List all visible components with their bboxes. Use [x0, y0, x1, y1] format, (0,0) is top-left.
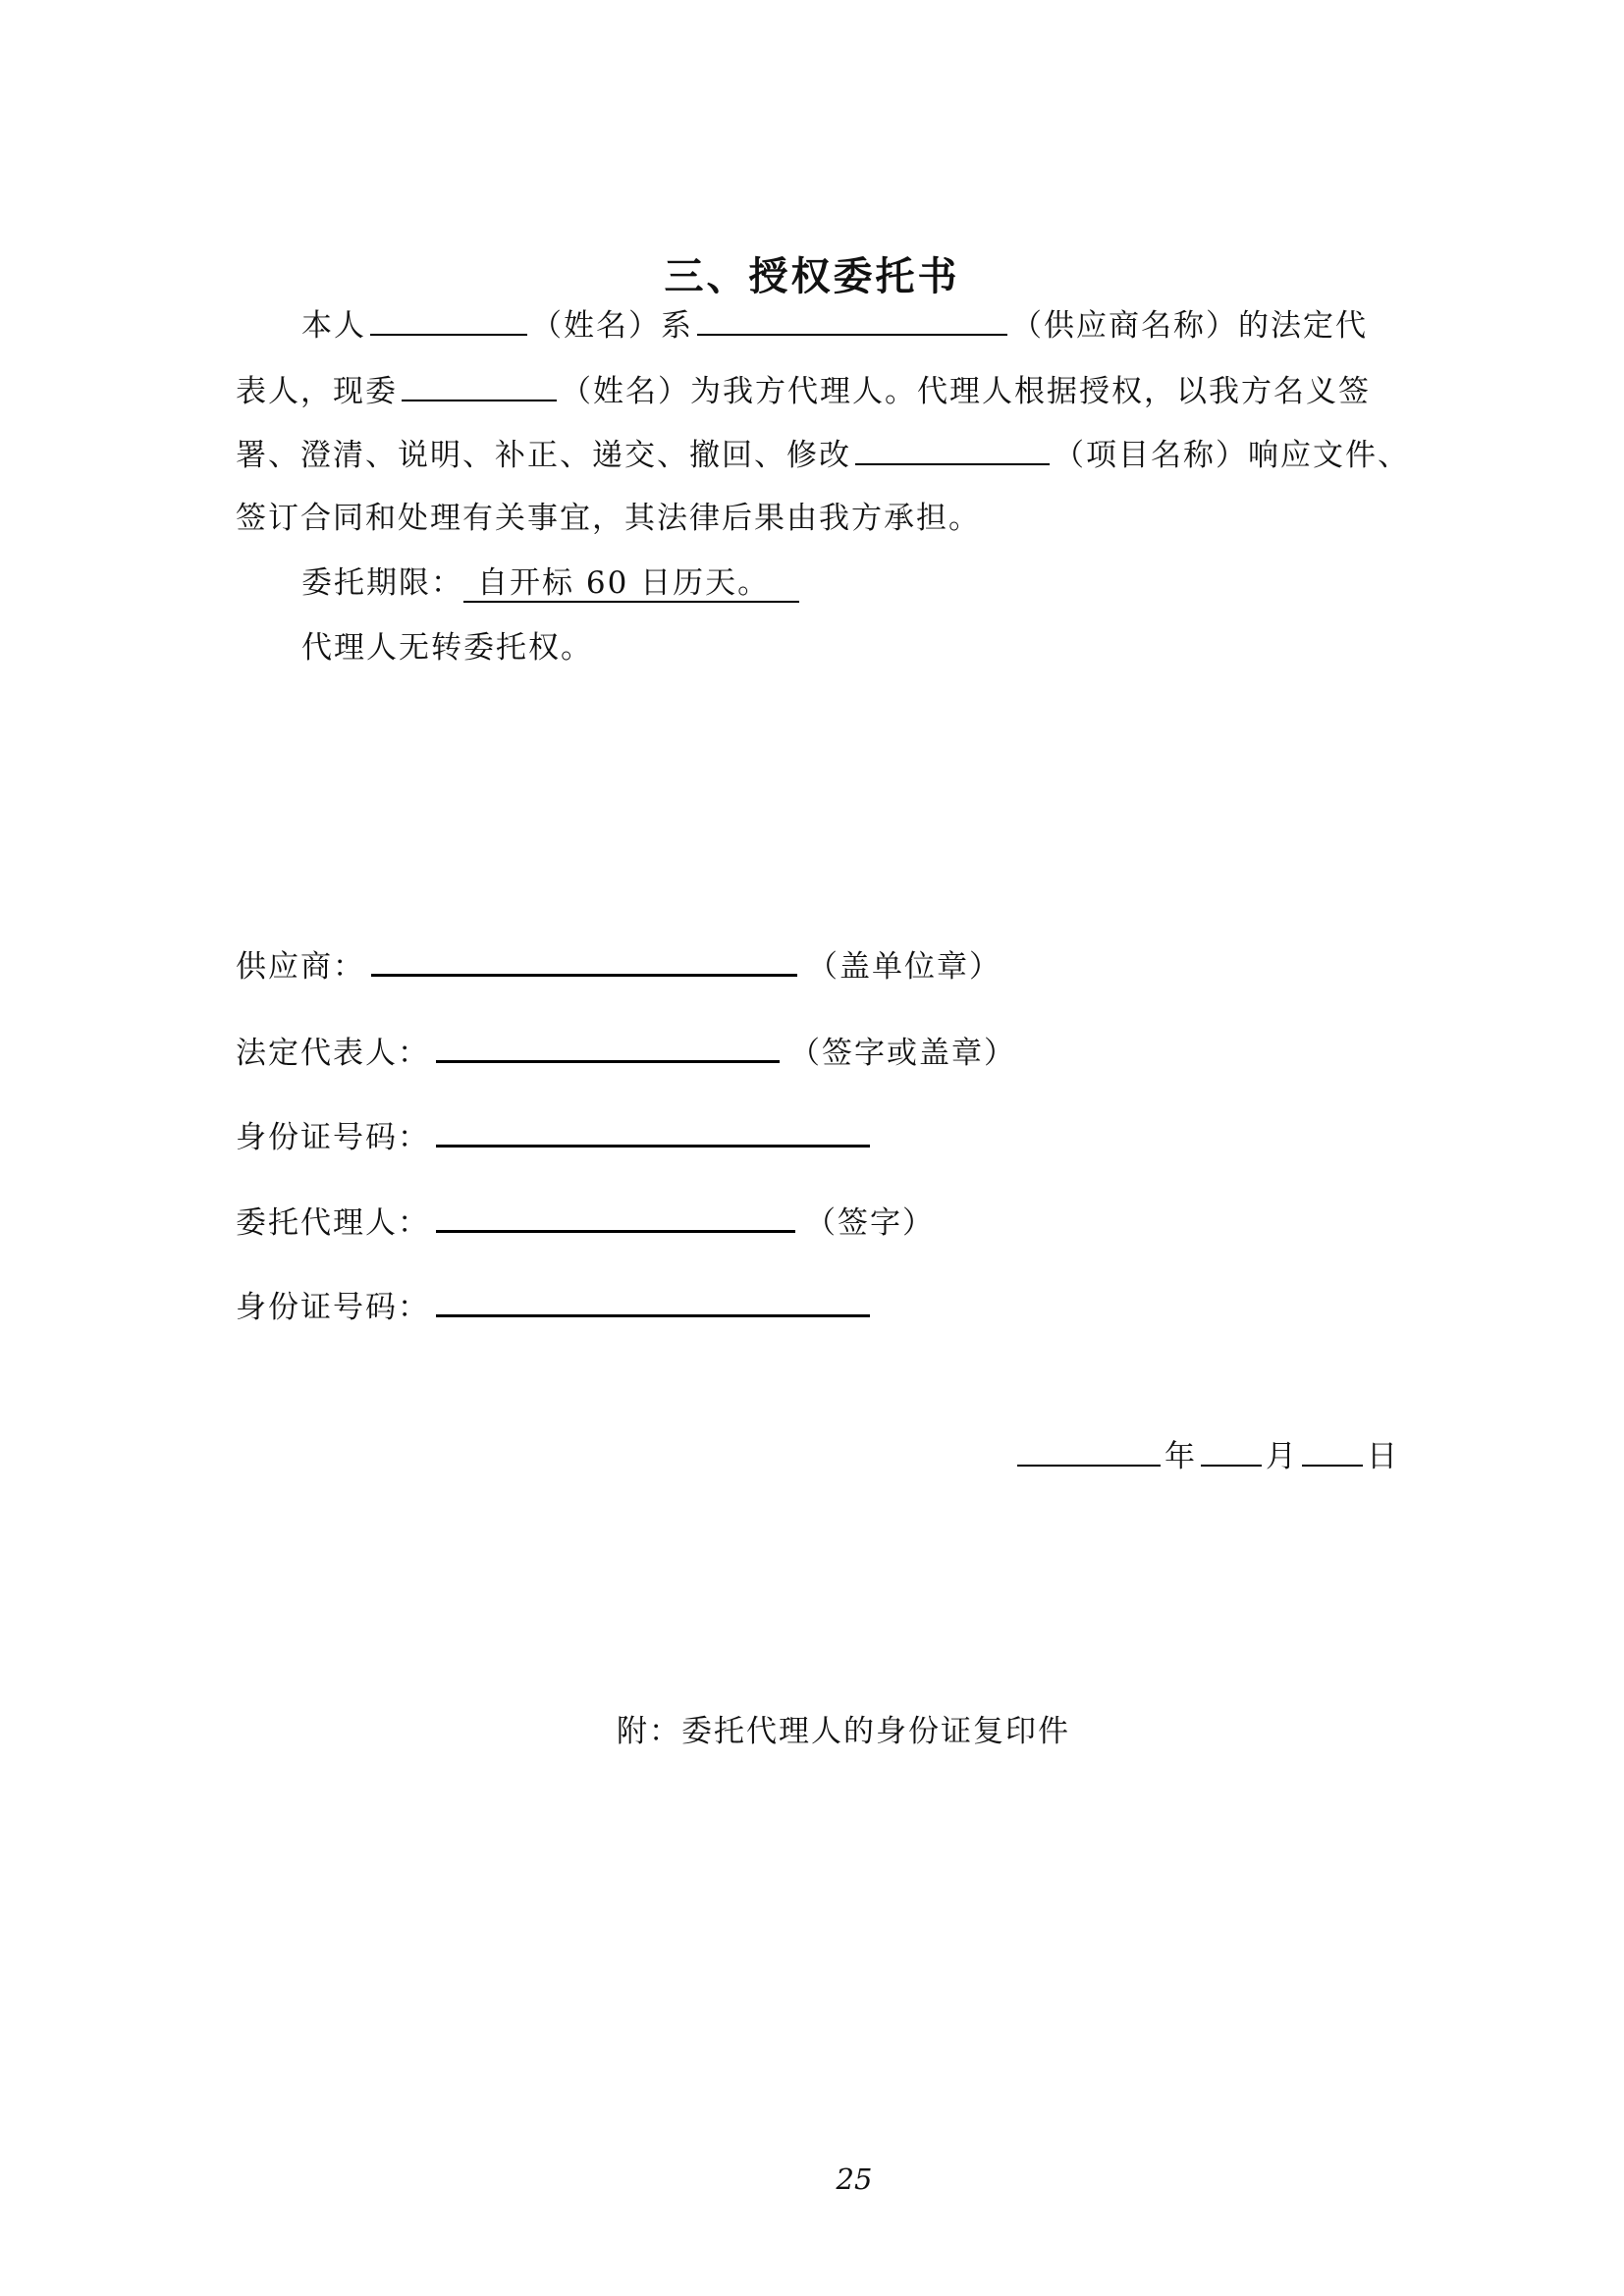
- attachment-note: 附：委托代理人的身份证复印件: [617, 1714, 1070, 1749]
- signature-note: （盖单位章）: [807, 949, 1001, 985]
- signature-label: 供应商：: [236, 949, 365, 985]
- day-label: 日: [1367, 1439, 1399, 1474]
- term-label: 委托期限：: [301, 565, 463, 601]
- month-blank: [1201, 1435, 1262, 1467]
- signature-label: 法定代表人：: [236, 1036, 430, 1071]
- authorization-term: [301, 563, 799, 603]
- signature-row-supplier: [236, 944, 1001, 987]
- text-segment: 签订合同和处理有关事宜，其法律后果由我方承担。: [236, 501, 981, 536]
- page-number: 25: [836, 2163, 873, 2196]
- text-segment: 本人: [301, 308, 366, 344]
- paragraph-line-3: [236, 434, 1410, 475]
- signature-blank: [436, 1115, 870, 1148]
- signature-row-authorized-agent: [236, 1201, 935, 1243]
- signature-blank: [371, 944, 797, 977]
- paragraph-line-4: [236, 499, 981, 538]
- principal-name-blank: [370, 304, 527, 336]
- signature-blank: [436, 1201, 795, 1233]
- signature-note: （签字或盖章）: [789, 1036, 1016, 1071]
- signature-blank: [436, 1031, 780, 1063]
- signature-row-agent-id-number: [236, 1285, 880, 1327]
- signature-row-id-number: [236, 1115, 880, 1157]
- document-title: 三、授权委托书: [664, 254, 960, 299]
- text-segment: （项目名称）响应文件、: [1054, 438, 1410, 473]
- paragraph-line-1: [301, 304, 1368, 346]
- signature-note: （签字）: [805, 1205, 935, 1241]
- signature-label: 委托代理人：: [236, 1205, 430, 1241]
- no-subdelegation-statement: 代理人无转委托权。: [301, 630, 593, 666]
- year-blank: [1017, 1435, 1161, 1467]
- date-line: [1017, 1435, 1399, 1476]
- text-segment: （姓名）系: [531, 308, 693, 344]
- month-label: 月: [1266, 1439, 1298, 1474]
- term-value: 自开标 60 日历天。: [463, 565, 799, 603]
- signature-row-legal-representative: [236, 1031, 1016, 1073]
- year-label: 年: [1164, 1439, 1197, 1474]
- text-segment: 署、澄清、说明、补正、递交、撤回、修改: [236, 438, 851, 473]
- signature-label: 身份证号码：: [236, 1290, 430, 1325]
- supplier-name-blank: [697, 304, 1007, 336]
- day-blank: [1302, 1435, 1363, 1467]
- project-name-blank: [855, 434, 1050, 465]
- paragraph-line-2: [236, 370, 1371, 411]
- text-segment: （姓名）为我方代理人。代理人根据授权，以我方名义签: [561, 374, 1371, 409]
- signature-label: 身份证号码：: [236, 1120, 430, 1155]
- text-segment: （供应商名称）的法定代: [1011, 308, 1368, 344]
- signature-blank: [436, 1285, 870, 1317]
- agent-name-blank: [402, 370, 557, 401]
- text-segment: 表人，现委: [236, 374, 398, 409]
